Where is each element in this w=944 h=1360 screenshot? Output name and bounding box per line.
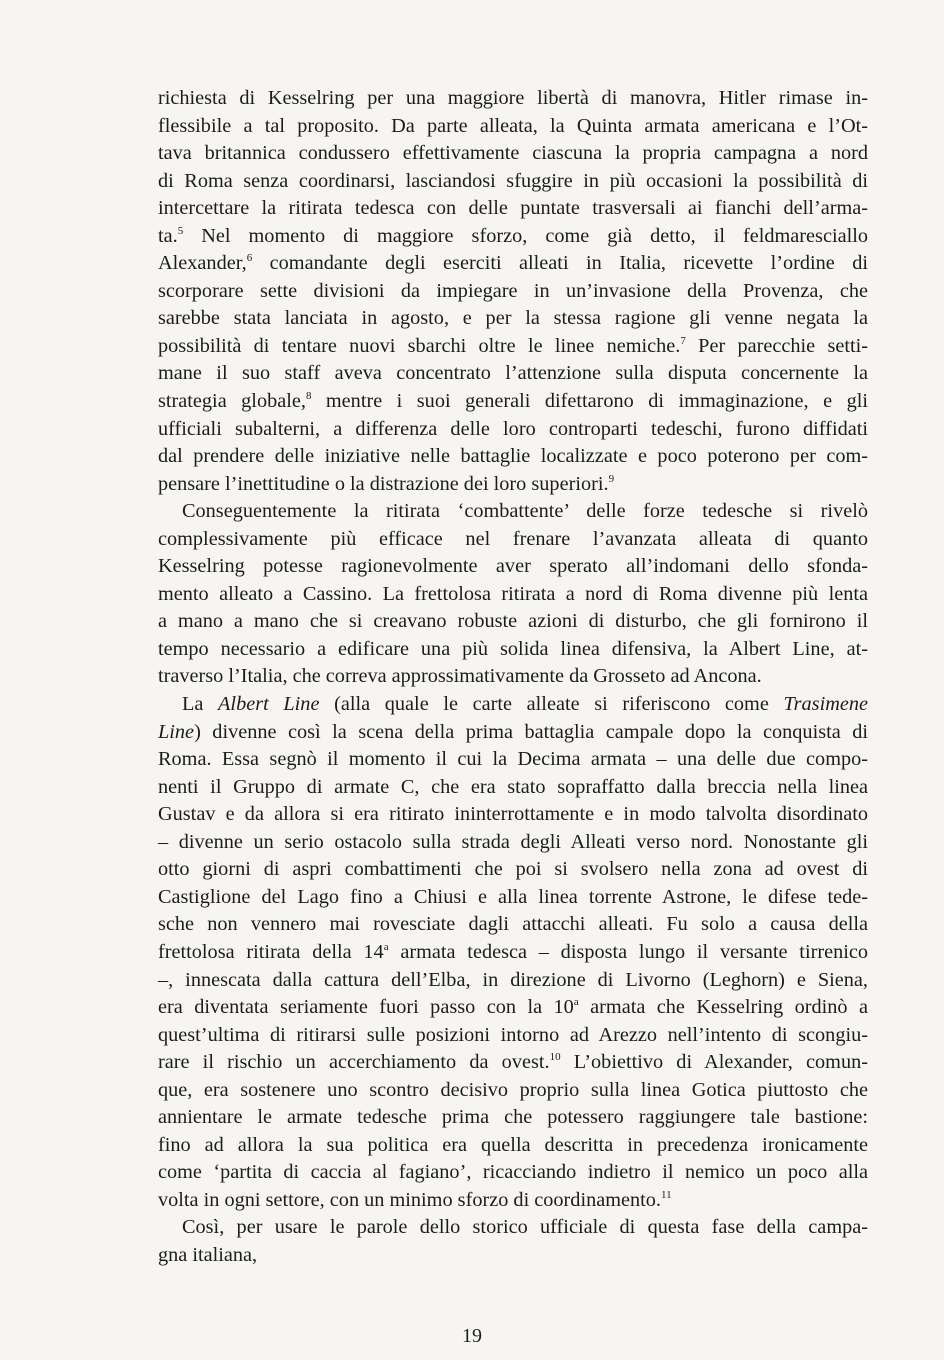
text-line	[158, 195, 868, 223]
italic-run: Albert Line	[218, 693, 320, 716]
text-line	[158, 498, 868, 526]
text-run: otto giorni di aspri combattimenti che poi si svolsero nella zona ad ovest di	[158, 858, 868, 881]
text-line	[158, 85, 868, 113]
text-line	[158, 1187, 868, 1215]
text-line	[158, 1077, 868, 1105]
text-run: gna italiana,	[158, 1243, 258, 1266]
text-line	[158, 416, 868, 444]
paragraph	[158, 498, 868, 691]
text-line	[158, 939, 868, 967]
footnote-ref: 6	[246, 252, 253, 265]
text-line	[158, 553, 868, 581]
text-run: mento alleato a Cassino. La frettolosa ritirata a nord di Roma divenne più lenta	[158, 582, 868, 605]
text-run: sche non vennero mai rovesciate dagli attacchi alleati. Fu solo a causa della	[158, 913, 868, 936]
text-run: Kesselring potesse ragionevolmente aver sperato all’indomani dello sfonda-	[158, 555, 868, 578]
footnote-ref: 7	[680, 334, 686, 347]
text-run: Castiglione del Lago fino a Chiusi e alla linea torrente Astrone, le difese tede-	[158, 885, 868, 908]
text-run: fino ad allora la sua politica era quella descritta in precedenza ironicamente	[158, 1133, 868, 1156]
text-run: intercettare la ritirata tedesca con delle puntate trasversali ai fianchi dell’arma-	[158, 197, 868, 220]
body-text	[158, 85, 868, 1270]
text-run: Per parecchie setti-	[685, 334, 869, 357]
footnote-ref: a	[573, 996, 579, 1009]
text-line	[158, 526, 868, 554]
text-line	[158, 636, 868, 664]
text-run: ta.	[158, 224, 178, 247]
text-run: rare il rischio un accerchiamento da ovest.	[158, 1051, 550, 1074]
text-run: di Roma senza coordinarsi, lasciandosi sfuggire in più occasioni la possibilità di	[158, 169, 868, 192]
paragraph	[158, 1214, 868, 1269]
text-line	[158, 1022, 868, 1050]
text-run: era diventata seriamente fuori passo con la 10	[158, 996, 574, 1019]
text-run: possibilità di tentare nuovi sbarchi oltre le linee nemiche.	[158, 334, 681, 357]
page-number: 19	[462, 1325, 482, 1347]
text-run: quest’ultima di ritirarsi sulle posizioni intorno ad Arezzo nell’intento di scongiu-	[158, 1023, 868, 1046]
text-line	[158, 911, 868, 939]
footnote-ref: 9	[608, 472, 615, 485]
text-line	[158, 443, 868, 471]
text-run: richiesta di Kesselring per una maggiore libertà di manovra, Hitler rimase in-	[158, 87, 868, 109]
text-run: scorporare sette divisioni da impiegare in un’invasione della Provenza, che	[158, 279, 868, 302]
text-run: Alexander,	[158, 252, 247, 275]
text-run: annientare le armate tedesche prima che potessero raggiungere tale bastione:	[158, 1106, 868, 1129]
text-line	[158, 746, 868, 774]
italic-run: Trasimene	[783, 693, 868, 716]
text-line	[158, 1104, 868, 1132]
text-run: ) divenne così la scena della prima battaglia campale dopo la conquista di	[194, 720, 868, 743]
text-line	[158, 140, 868, 168]
text-run: Nel momento di maggiore sforzo, come già detto, il feldmaresciallo	[183, 224, 868, 247]
text-line	[158, 1214, 868, 1242]
text-run: tempo necessario a edificare una più solida linea difensiva, la Albert Line, at-	[158, 637, 868, 660]
text-run: tava britannica condussero effettivamente ciascuna la propria campagna a nord	[158, 142, 868, 165]
text-run: L’obiettivo di Alexander, comun-	[560, 1051, 868, 1074]
text-line	[158, 1049, 868, 1077]
text-line	[158, 801, 868, 829]
text-run: (alla quale le carte alleate si riferiscono come	[319, 693, 784, 716]
text-run: Conseguentemente la ritirata ‘combattente’ delle forze tedesche si rivelò	[182, 500, 868, 523]
text-run: volta in ogni settore, con un minimo sforzo di coordinamento.	[158, 1188, 661, 1211]
footnote-ref: a	[383, 940, 389, 953]
text-run: frettolosa ritirata della 14	[158, 940, 384, 963]
italic-run: Line	[158, 720, 195, 743]
text-run: dal prendere delle iniziative nelle battaglie localizzate e poco poterono per com-	[158, 445, 868, 468]
text-line	[158, 1159, 868, 1187]
text-run: – divenne un serio ostacolo sulla strada degli Alleati verso nord. Nonostante gli	[158, 830, 868, 853]
text-line	[158, 719, 868, 747]
text-line	[158, 360, 868, 388]
text-run: a mano a mano che si creavano robuste azioni di disturbo, che gli fornirono il	[158, 610, 868, 633]
text-run: La	[182, 693, 219, 716]
text-run: mane il suo staff aveva concentrato l’attenzione sulla disputa concernente la	[158, 362, 868, 385]
text-run: –, innescata dalla cattura dell’Elba, in direzione di Livorno (Leghorn) e Siena,	[158, 968, 868, 991]
text-run: complessivamente più efficace nel frenare l’avanzata alleata di quanto	[158, 527, 868, 550]
text-line	[158, 994, 868, 1022]
text-line	[158, 1242, 868, 1270]
text-run: sarebbe stata lanciata in agosto, e per la stessa ragione gli venne negata la	[158, 307, 868, 330]
text-run: ufficiali subalterni, a differenza delle loro controparti tedeschi, furono diffidati	[158, 417, 868, 440]
text-line	[158, 113, 868, 141]
text-line	[158, 305, 868, 333]
text-run: Roma. Essa segnò il momento il cui la Decima armata – una delle due compo-	[158, 748, 868, 771]
footnote-ref: 8	[305, 390, 312, 403]
text-run: Così, per usare le parole dello storico ufficiale di questa fase della campa-	[182, 1216, 868, 1239]
text-line	[158, 278, 868, 306]
text-run: armata tedesca – disposta lungo il versante tirrenico	[388, 940, 869, 963]
text-run: strategia globale,	[158, 390, 306, 413]
text-run: que, era sostenere uno scontro decisivo proprio sulla linea Gotica piuttosto che	[158, 1078, 868, 1101]
footnote-ref: 5	[177, 224, 184, 237]
text-line	[158, 691, 868, 719]
footnote-ref: 10	[549, 1051, 561, 1064]
text-line	[158, 1132, 868, 1160]
text-run: pensare l’inettitudine o la distrazione dei loro superiori.	[158, 472, 609, 495]
text-line	[158, 774, 868, 802]
text-line	[158, 471, 868, 499]
paragraph	[158, 691, 868, 1214]
text-run: armata che Kesselring ordinò a	[578, 996, 868, 1019]
text-run: comandante degli eserciti alleati in Italia, ricevette l’ordine di	[252, 252, 868, 275]
text-line	[158, 856, 868, 884]
text-run: come ‘partita di caccia al fagiano’, ricacciando indietro il nemico un poco alla	[158, 1161, 868, 1184]
text-line	[158, 388, 868, 416]
text-line	[158, 967, 868, 995]
text-line	[158, 333, 868, 361]
text-line	[158, 608, 868, 636]
text-run: nenti il Gruppo di armate C, che era stato sopraffatto dalla breccia nella linea	[158, 775, 868, 798]
text-line	[158, 581, 868, 609]
text-line	[158, 829, 868, 857]
text-line	[158, 663, 868, 691]
text-line	[158, 250, 868, 278]
text-line	[158, 168, 868, 196]
text-run: Gustav e da allora si era ritirato ininterrottamente e in modo talvolta disordinato	[158, 803, 868, 826]
text-line	[158, 223, 868, 251]
text-run: mentre i suoi generali difettarono di immaginazione, e gli	[311, 390, 868, 413]
footnote-ref: 11	[661, 1188, 672, 1201]
text-line	[158, 884, 868, 912]
paragraph	[158, 85, 868, 498]
text-run: flessibile a tal proposito. Da parte alleata, la Quinta armata americana e l’Ot-	[158, 114, 868, 137]
text-run: traverso l’Italia, che correva approssimativamente da Grosseto ad Ancona.	[158, 665, 762, 688]
